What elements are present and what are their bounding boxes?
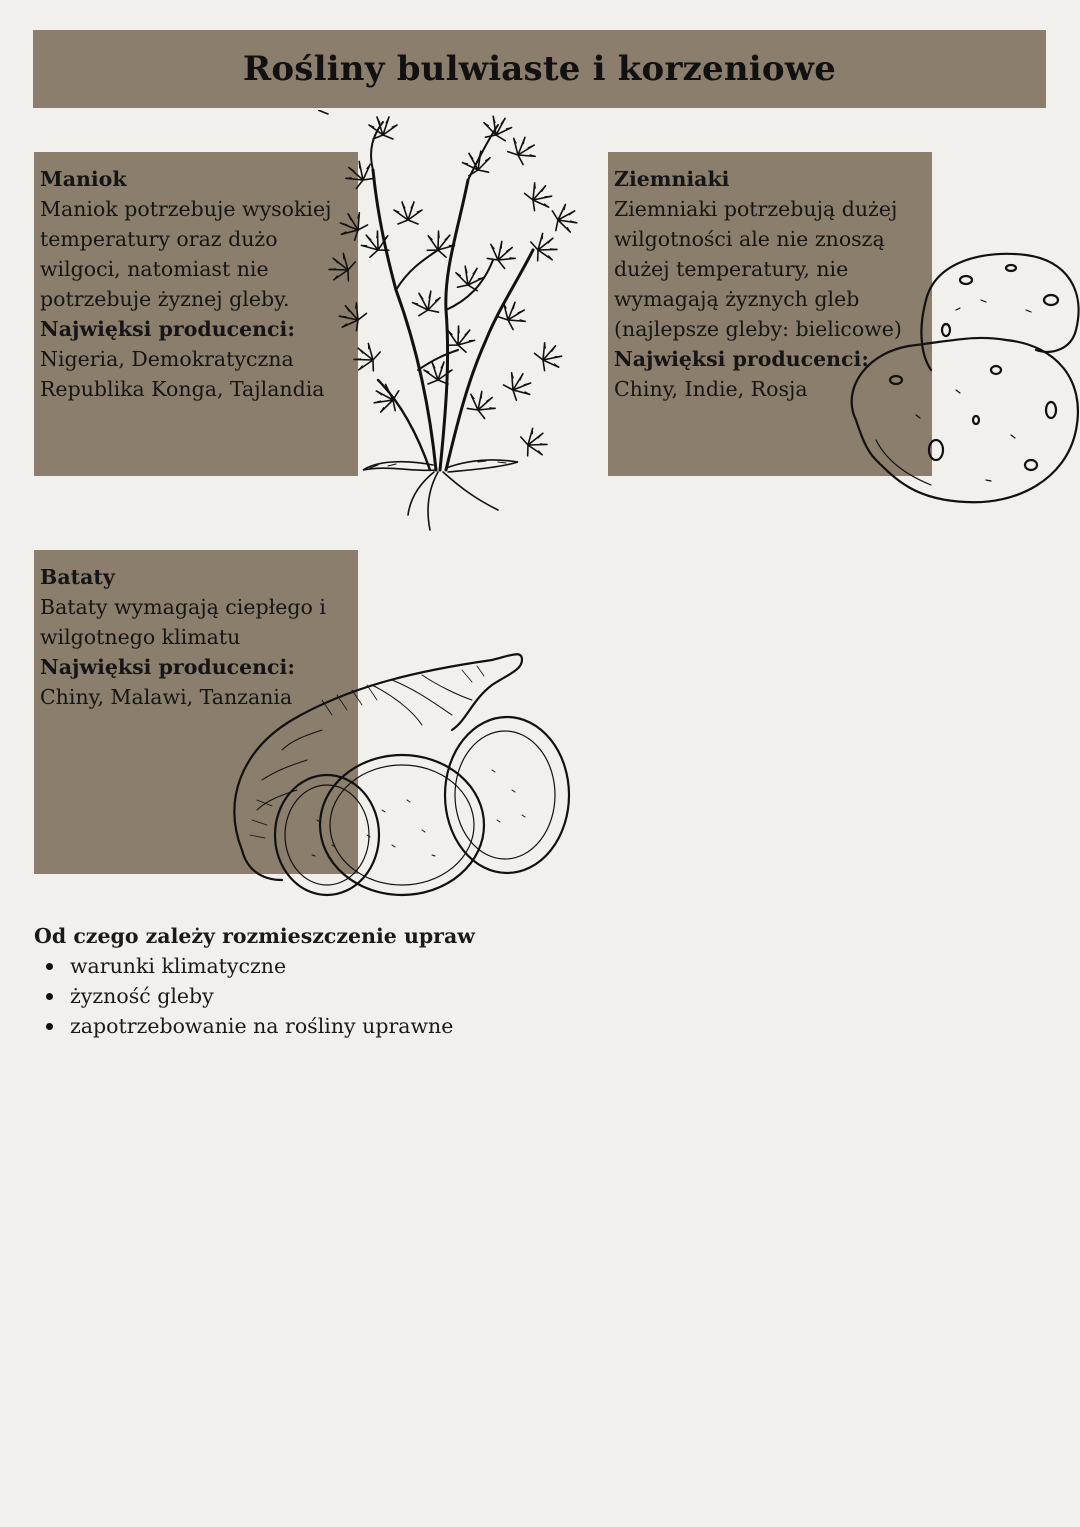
card-bataty-producers-label: Najwięksi producenci: [40, 655, 295, 679]
card-maniok-producers-label: Najwięksi producenci: [40, 317, 295, 341]
title-bar [33, 30, 1046, 108]
card-ziemniaki-title: Ziemniaki [614, 167, 730, 191]
list-item [70, 951, 734, 981]
bullet-icon [46, 1023, 53, 1030]
card-bataty-text [40, 562, 352, 712]
card-maniok-title: Maniok [40, 167, 127, 191]
factors-list [34, 951, 734, 1041]
card-maniok-producers: Nigeria, Demokratyczna Republika Konga, Tajlandia [40, 347, 325, 401]
factors-section [34, 921, 734, 1041]
page-title: Rośliny bulwiaste i korzeniowe [242, 49, 837, 89]
card-ziemniaki-producers-label: Najwięksi producenci: [614, 347, 869, 371]
card-bataty-title: Bataty [40, 565, 115, 589]
factor-text: żyzność gleby [70, 984, 214, 1008]
bullet-icon [46, 963, 53, 970]
cassava-plant-illustration [318, 110, 583, 535]
card-bataty-producers: Chiny, Malawi, Tanzania [40, 685, 293, 709]
card-maniok-text [40, 164, 352, 404]
card-maniok-description: Maniok potrzebuje wysokiej temperatury oraz dużo wilgoci, natomiast nie potrzebuje żyznej gleby. [40, 197, 332, 311]
card-bataty-description: Bataty wymagają ciepłego i wilgotnego klimatu [40, 595, 326, 649]
factor-text: zapotrzebowanie na rośliny uprawne [70, 1014, 454, 1038]
bullet-icon [46, 993, 53, 1000]
factor-text: warunki klimatyczne [70, 954, 287, 978]
card-maniok [34, 152, 358, 476]
factors-title: Od czego zależy rozmieszczenie upraw [34, 924, 475, 948]
list-item [70, 1011, 734, 1041]
list-item [70, 981, 734, 1011]
card-ziemniaki-producers: Chiny, Indie, Rosja [614, 377, 808, 401]
card-ziemniaki-text [614, 164, 926, 404]
card-ziemniaki-description: Ziemniaki potrzebują dużej wilgotności ale nie znoszą dużej temperatury, nie wymagają żyznych gleb (najlepsze gleby: bielicowe) [614, 197, 902, 341]
